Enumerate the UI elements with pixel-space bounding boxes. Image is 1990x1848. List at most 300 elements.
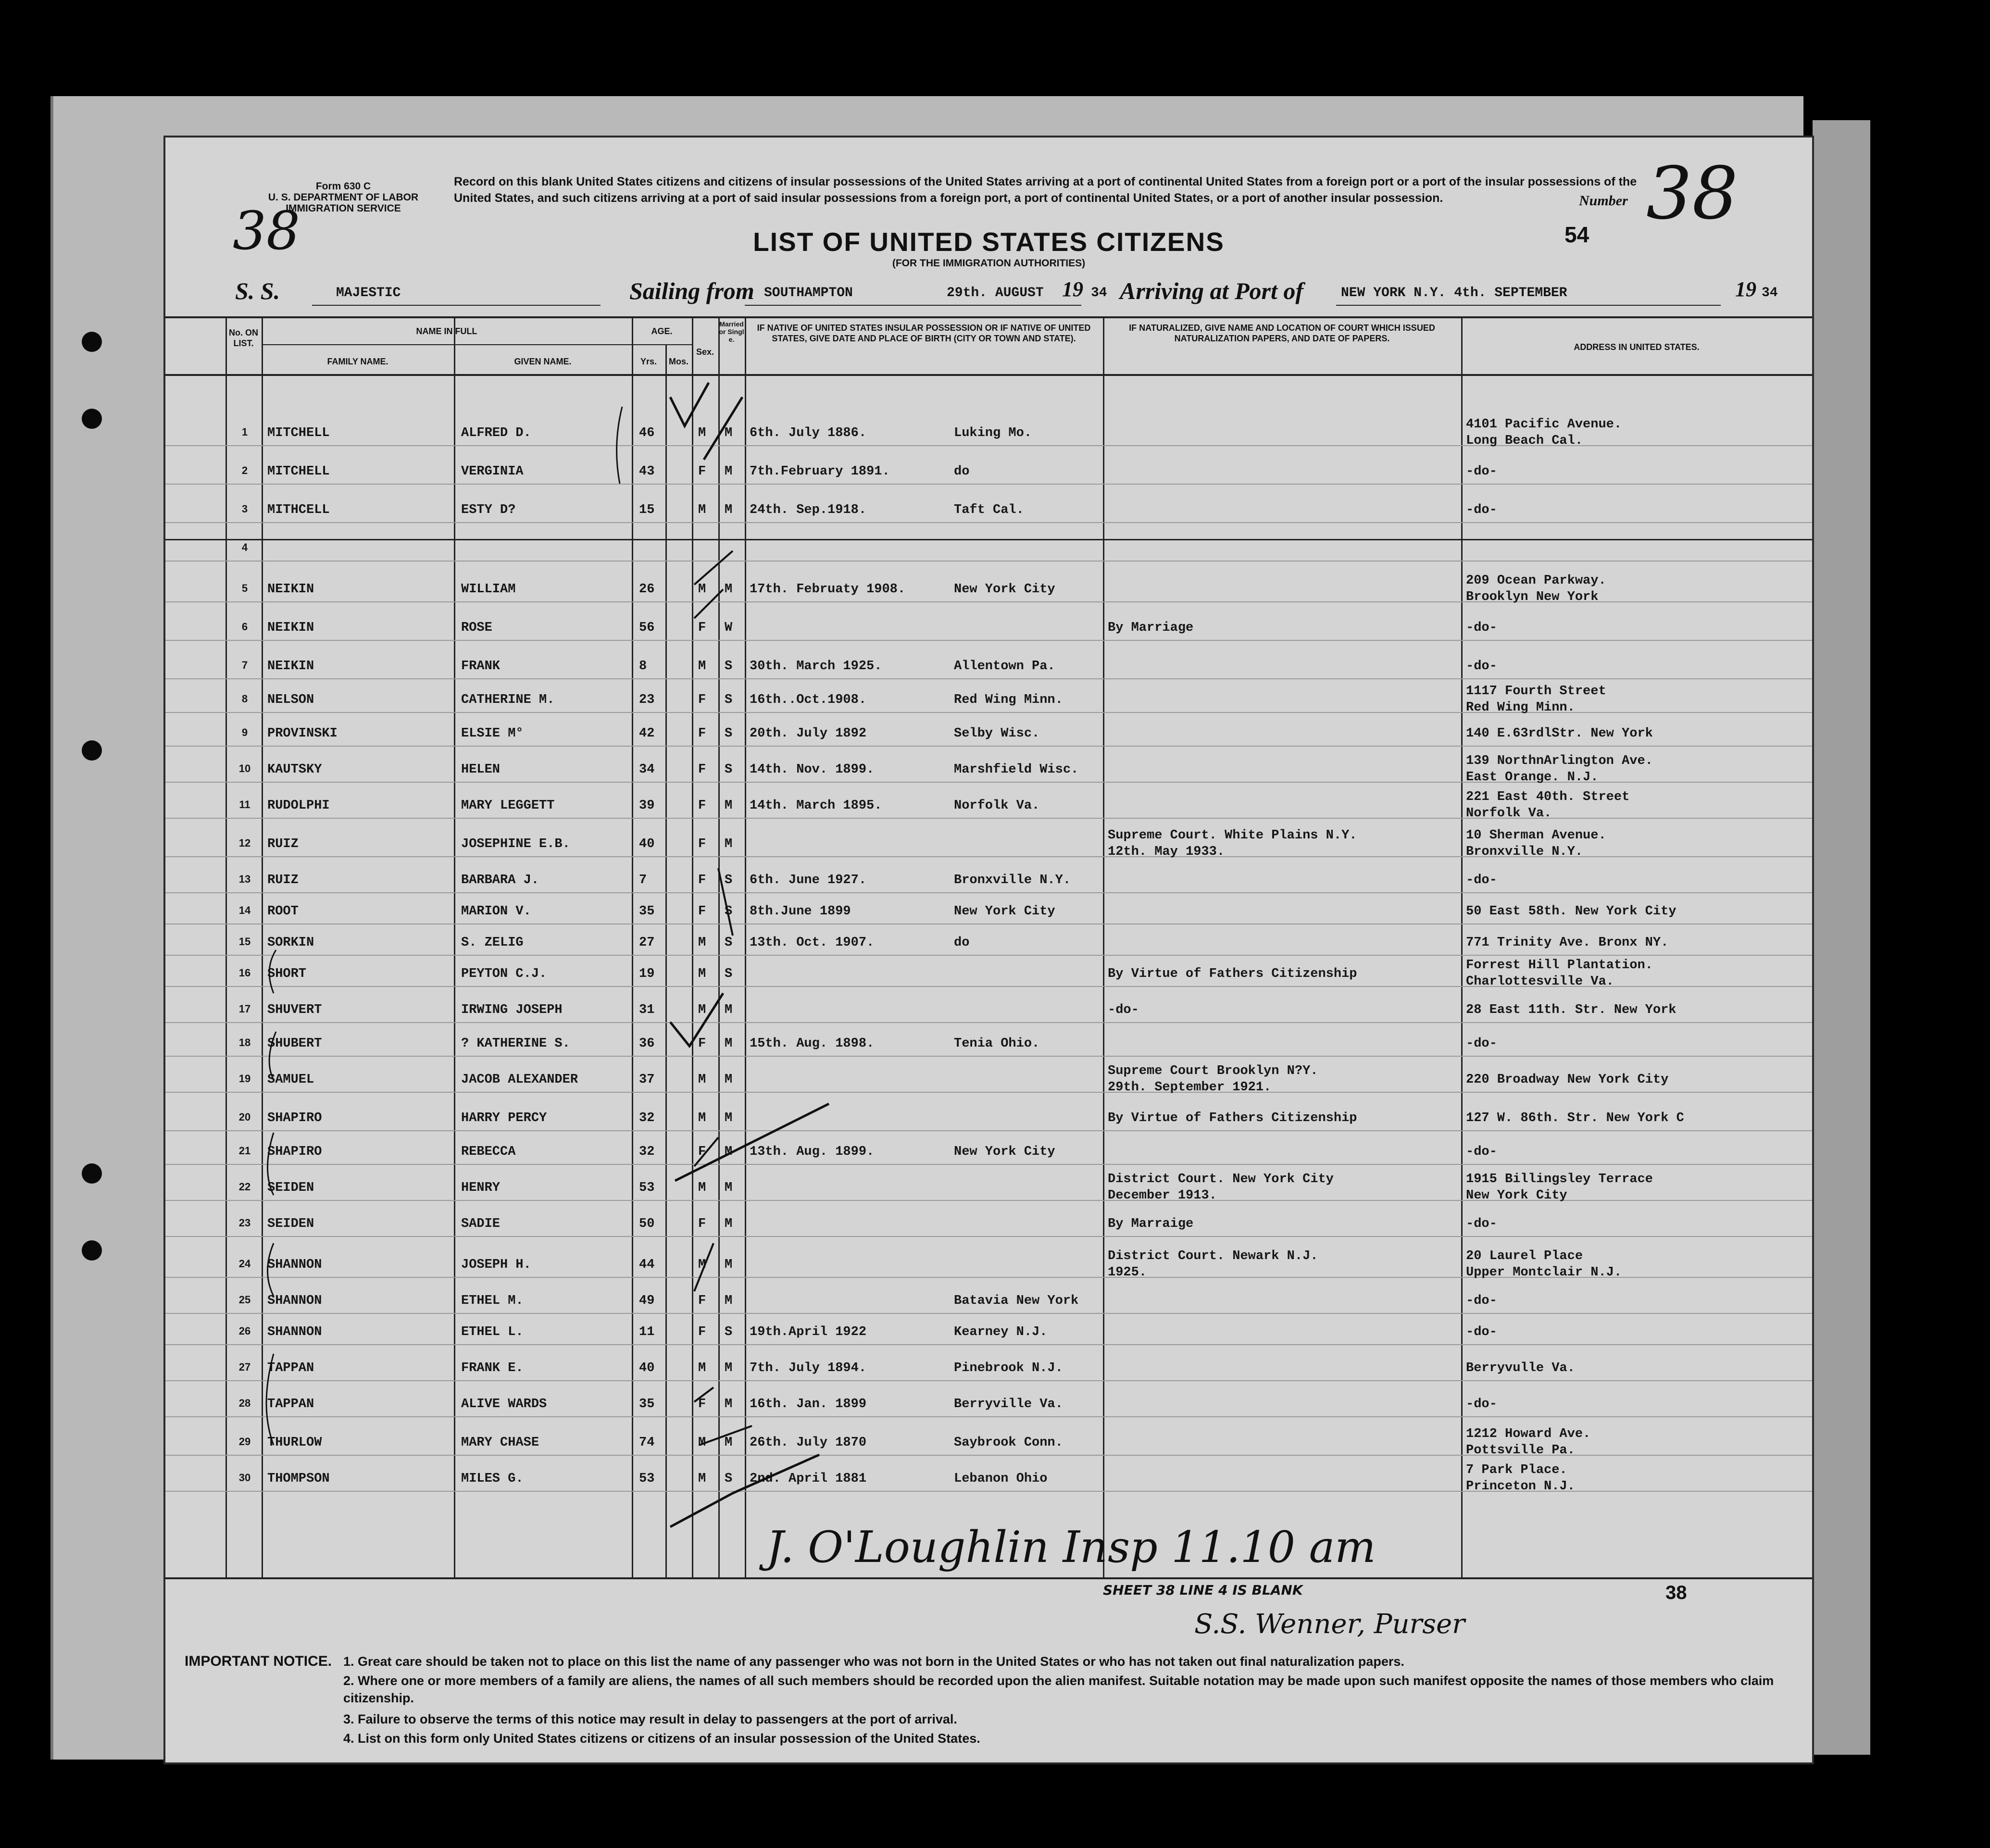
- cell-age: 39: [639, 799, 655, 813]
- cell-age: 32: [639, 1111, 655, 1125]
- handwritten-check-marks: [165, 137, 1812, 1580]
- cell-age: 37: [639, 1073, 655, 1087]
- cell-nat: By Virtue of Fathers Citizenship: [1108, 967, 1357, 981]
- cell-no: 9: [241, 726, 248, 738]
- cell-family: TAPPAN: [267, 1361, 314, 1375]
- cell-age: 36: [639, 1036, 655, 1051]
- cell-given: SADIE: [461, 1217, 501, 1231]
- cell-age: 42: [639, 726, 655, 741]
- cell-sex: M: [698, 1111, 706, 1125]
- cell-no: 21: [238, 1145, 251, 1157]
- cell-birth-date: 6th. July 1886.: [750, 426, 867, 440]
- cell-age: 27: [639, 936, 655, 950]
- cell-family: ROOT: [267, 904, 299, 919]
- sheet-note: SHEET 38 LINE 4 IS BLANK: [1103, 1582, 1303, 1598]
- cell-age: 49: [639, 1294, 655, 1308]
- punch-hole: [82, 332, 102, 352]
- cell-sex: F: [698, 799, 706, 813]
- cell-age: 32: [639, 1145, 655, 1159]
- cell-no: 4: [241, 541, 248, 553]
- cell-nat-line2: 1925.: [1108, 1265, 1147, 1280]
- cell-no: 11: [239, 799, 250, 811]
- cell-family: RUIZ: [267, 837, 299, 851]
- cell-age: 44: [639, 1258, 655, 1272]
- cell-no: 28: [238, 1397, 251, 1409]
- cell-addr: -do-: [1466, 464, 1497, 479]
- cell-addr: 20 Laurel Place: [1466, 1249, 1583, 1263]
- cell-addr-line2: Long Beach Cal.: [1466, 434, 1583, 448]
- cell-birth-place: Batavia New York: [954, 1294, 1079, 1308]
- notice-item: 1. Great care should be taken not to place on this list the name of any passenger who was not born in the United States or who has not taken out final naturalization papers.: [343, 1654, 1404, 1669]
- cell-addr-line2: Upper Montclair N.J.: [1466, 1265, 1622, 1280]
- cell-nat: District Court. Newark N.J.: [1108, 1249, 1318, 1263]
- cell-family: SHANNON: [267, 1325, 322, 1339]
- cell-addr: 221 East 40th. Street: [1466, 790, 1630, 804]
- cell-family: THURLOW: [267, 1436, 322, 1450]
- cell-birth-place: Berryville Va.: [954, 1397, 1063, 1411]
- cell-ms: S: [725, 936, 733, 950]
- cell-given: MARY LEGGETT: [461, 799, 555, 813]
- cell-sex: F: [698, 837, 706, 851]
- cell-age: 35: [639, 904, 655, 919]
- cell-no: 10: [238, 762, 251, 774]
- arrival-year-prefix: 19: [1735, 277, 1756, 301]
- cell-given: PEYTON C.J.: [461, 967, 547, 981]
- cell-ms: S: [725, 873, 733, 887]
- cell-addr-line2: Charlottesville Va.: [1466, 974, 1614, 989]
- cell-family: SEIDEN: [267, 1217, 314, 1231]
- cell-birth-date: 15th. Aug. 1898.: [750, 1036, 875, 1051]
- cell-family: TAPPAN: [267, 1397, 314, 1411]
- cell-given: ELSIE M°: [461, 726, 524, 741]
- cell-family: MITCHELL: [267, 426, 330, 440]
- cell-sex: M: [698, 582, 706, 597]
- cell-given: HELEN: [461, 762, 501, 777]
- cell-sex: F: [698, 1397, 706, 1411]
- cell-no: 16: [238, 967, 251, 979]
- cell-sex: F: [698, 1294, 706, 1308]
- cell-family: NEIKIN: [267, 621, 314, 635]
- cell-age: 40: [639, 837, 655, 851]
- cell-birth-date: 20th. July 1892: [750, 726, 867, 741]
- cell-age: 53: [639, 1181, 655, 1195]
- cell-addr: -do-: [1466, 1397, 1497, 1411]
- cell-age: 74: [639, 1436, 655, 1450]
- form-department: U. S. DEPARTMENT OF LABOR: [268, 192, 419, 203]
- cell-family: KAUTSKY: [267, 762, 322, 777]
- cell-no: 24: [238, 1258, 251, 1270]
- cell-nat: By Marriage: [1108, 621, 1194, 635]
- cell-no: 13: [238, 873, 251, 885]
- cell-family: SORKIN: [267, 936, 314, 950]
- cell-ms: M: [725, 837, 733, 851]
- cell-given: MARION V.: [461, 904, 531, 919]
- cell-ms: M: [725, 464, 733, 479]
- punch-hole: [82, 1240, 102, 1261]
- header-given-name: GIVEN NAME.: [514, 357, 572, 366]
- cell-given: ALFRED D.: [461, 426, 531, 440]
- cell-given: CATHERINE M.: [461, 693, 555, 707]
- cell-family: SHANNON: [267, 1258, 322, 1272]
- form-number: Form 630 C: [315, 181, 371, 192]
- cell-addr: -do-: [1466, 1145, 1497, 1159]
- cell-ms: M: [725, 1036, 733, 1051]
- cell-sex: F: [698, 1217, 706, 1231]
- cell-age: 46: [639, 426, 655, 440]
- cell-family: SAMUEL: [267, 1073, 314, 1087]
- footer-page-number: 38: [1665, 1582, 1687, 1603]
- cell-family: MITHCELL: [267, 503, 330, 517]
- cell-sex: M: [698, 967, 706, 981]
- cell-no: 18: [238, 1036, 251, 1049]
- cell-ms: M: [725, 426, 733, 440]
- cell-ms: M: [725, 1217, 733, 1231]
- cell-given: VERGINIA: [461, 464, 524, 479]
- cell-birth-place: Saybrook Conn.: [954, 1436, 1063, 1450]
- cell-addr: -do-: [1466, 873, 1497, 887]
- cell-no: 12: [238, 837, 251, 849]
- cell-sex: M: [698, 1472, 706, 1486]
- cell-no: 29: [238, 1436, 251, 1448]
- cell-family: SHAPIRO: [267, 1111, 322, 1125]
- cell-ms: S: [725, 1325, 733, 1339]
- cell-nat-line2: December 1913.: [1108, 1188, 1217, 1203]
- ss-label: S. S.: [235, 277, 280, 304]
- cell-sex: F: [698, 693, 706, 707]
- cell-birth-date: 16th..Oct.1908.: [750, 693, 867, 707]
- document-subtitle: (FOR THE IMMIGRATION AUTHORITIES): [892, 258, 1086, 269]
- cell-birth-date: 17th. Februaty 1908.: [750, 582, 906, 597]
- cell-ms: M: [725, 1294, 733, 1308]
- cell-birth-place: Taft Cal.: [954, 503, 1024, 517]
- cell-addr: 1212 Howard Ave.: [1466, 1427, 1591, 1441]
- header-address: ADDRESS IN UNITED STATES.: [1574, 342, 1700, 352]
- cell-given: HARRY PERCY: [461, 1111, 547, 1125]
- cell-given: MILES G.: [461, 1472, 524, 1486]
- cell-sex: M: [698, 1361, 706, 1375]
- cell-ms: S: [725, 726, 733, 741]
- notice-item: 3. Failure to observe the terms of this notice may result in delay to passengers at the port of arrival.: [343, 1712, 957, 1726]
- header-no: No. ON LIST.: [229, 328, 258, 348]
- cell-given: WILLIAM: [461, 582, 516, 597]
- cell-no: 20: [238, 1111, 251, 1123]
- cell-age: 23: [639, 693, 655, 707]
- cell-no: 5: [241, 582, 248, 594]
- cell-addr: 10 Sherman Avenue.: [1466, 828, 1606, 843]
- punch-hole: [82, 1163, 102, 1184]
- cell-no: 17: [238, 1003, 251, 1015]
- cell-sex: M: [698, 426, 706, 440]
- cell-family: SHORT: [267, 967, 307, 981]
- cell-ms: S: [725, 1472, 733, 1486]
- cell-family: SHUVERT: [267, 1003, 322, 1017]
- cell-family: RUIZ: [267, 873, 299, 887]
- record-instructions: Record on this blank United States citizens and citizens of insular possessions of the United States arriving at a port of continental United States from a foreign port or a port of the insular possessions of the United States, and such citizens arriving at a port of said insular possessions from a foreign port, a port of continental United States, or a port of another insular possession.: [454, 175, 1637, 205]
- punch-hole: [82, 409, 102, 429]
- cell-age: 35: [639, 1397, 655, 1411]
- cell-age: 40: [639, 1361, 655, 1375]
- cell-addr: 50 East 58th. New York City: [1466, 904, 1677, 919]
- cell-nat: -do-: [1108, 1003, 1139, 1017]
- cell-addr: -do-: [1466, 1217, 1497, 1231]
- cell-ms: M: [725, 1397, 733, 1411]
- cell-age: 53: [639, 1472, 655, 1486]
- cell-given: ESTY D?: [461, 503, 516, 517]
- cell-addr-line2: Bronxville N.Y.: [1466, 845, 1583, 859]
- cell-addr: Berryvulle Va.: [1466, 1361, 1575, 1375]
- cell-ms: S: [725, 693, 733, 707]
- cell-birth-place: New York City: [954, 904, 1055, 919]
- header-sex: Sex.: [696, 347, 714, 357]
- cell-sex: M: [698, 936, 706, 950]
- cell-age: 50: [639, 1217, 655, 1231]
- cell-sex: F: [698, 762, 706, 777]
- header-name-in-full: NAME IN FULL: [416, 326, 477, 336]
- cell-no: 26: [238, 1325, 251, 1337]
- cell-no: 14: [238, 904, 251, 916]
- cell-ms: S: [725, 762, 733, 777]
- cell-addr: 4101 Pacific Avenue.: [1466, 417, 1622, 432]
- cell-ms: M: [725, 1145, 733, 1159]
- inspector-signature: J. O'Loughlin Insp 11.10 am: [766, 1522, 1376, 1573]
- cell-family: MITCHELL: [267, 464, 330, 479]
- cell-addr: 1117 Fourth Street: [1466, 684, 1606, 699]
- cell-birth-date: 13th. Oct. 1907.: [750, 936, 875, 950]
- cell-addr: 127 W. 86th. Str. New York C: [1466, 1111, 1684, 1125]
- cell-given: JOSEPH H.: [461, 1258, 531, 1272]
- cell-family: PROVINSKI: [267, 726, 338, 741]
- cell-birth-date: 14th. Nov. 1899.: [750, 762, 875, 777]
- punch-hole: [82, 740, 102, 761]
- cell-birth-date: 7th.February 1891.: [750, 464, 890, 479]
- cell-ms: M: [725, 1361, 733, 1375]
- cell-birth-place: Red Wing Minn.: [954, 693, 1063, 707]
- cell-addr: 1915 Billingsley Terrace: [1466, 1172, 1653, 1186]
- cell-birth-date: 13th. Aug. 1899.: [750, 1145, 875, 1159]
- cell-given: FRANK E.: [461, 1361, 524, 1375]
- cell-ms: M: [725, 1181, 733, 1195]
- cell-no: 2: [241, 464, 248, 476]
- cell-family: THOMPSON: [267, 1472, 330, 1486]
- port-from: SOUTHAMPTON: [764, 286, 853, 300]
- cell-given: JACOB ALEXANDER: [461, 1073, 578, 1087]
- cell-birth-place: Lebanon Ohio: [954, 1472, 1048, 1486]
- cell-no: 3: [241, 503, 248, 515]
- cell-birth-date: 14th. March 1895.: [750, 799, 882, 813]
- cell-birth-date: 7th. July 1894.: [750, 1361, 867, 1375]
- cell-addr: -do-: [1466, 1036, 1497, 1051]
- cell-age: 15: [639, 503, 655, 517]
- arrival-year: 34: [1762, 286, 1778, 300]
- cell-no: 22: [238, 1181, 251, 1193]
- header-age: AGE.: [651, 326, 673, 336]
- cell-addr: 28 East 11th. Str. New York: [1466, 1003, 1677, 1017]
- sail-year: 34: [1091, 286, 1107, 300]
- form-service: IMMIGRATION SERVICE: [286, 203, 401, 214]
- cell-birth-place: Bronxville N.Y.: [954, 873, 1071, 887]
- cell-age: 8: [639, 659, 647, 674]
- manifest-form: [163, 136, 1814, 1764]
- cell-ms: W: [725, 621, 733, 635]
- cell-age: 7: [639, 873, 647, 887]
- cell-given: ? KATHERINE S.: [461, 1036, 570, 1051]
- cell-addr: -do-: [1466, 1325, 1497, 1339]
- notice-item: 4. List on this form only United States citizens or citizens of an insular possession of the United States.: [343, 1731, 980, 1746]
- cell-nat: District Court. New York City: [1108, 1172, 1334, 1186]
- cell-nat-line2: 12th. May 1933.: [1108, 845, 1225, 859]
- cell-sex: F: [698, 1036, 706, 1051]
- header-married-single: Married or Single.: [719, 320, 744, 343]
- sailing-from-label: Sailing from: [629, 277, 754, 304]
- cell-birth-place: do: [954, 464, 970, 479]
- cell-addr-line2: Brooklyn New York: [1466, 590, 1599, 604]
- cell-birth-place: New York City: [954, 582, 1055, 597]
- cell-given: ROSE: [461, 621, 492, 635]
- cell-birth-date: 6th. June 1927.: [750, 873, 867, 887]
- document-title: LIST OF UNITED STATES CITIZENS: [753, 227, 1225, 257]
- cell-ms: M: [725, 1073, 733, 1087]
- cell-sex: F: [698, 464, 706, 479]
- cell-ms: M: [725, 503, 733, 517]
- cell-ms: M: [725, 1258, 733, 1272]
- cell-addr: -do-: [1466, 621, 1497, 635]
- cell-no: 19: [238, 1073, 251, 1085]
- cell-family: SEIDEN: [267, 1181, 314, 1195]
- cell-sex: F: [698, 1325, 706, 1339]
- cell-family: SHUBERT: [267, 1036, 322, 1051]
- cell-family: RUDOLPHI: [267, 799, 330, 813]
- page-number: 54: [1564, 222, 1589, 247]
- notice-label: IMPORTANT NOTICE.: [185, 1653, 332, 1669]
- cell-addr: 209 Ocean Parkway.: [1466, 574, 1606, 588]
- cell-sex: M: [698, 1073, 706, 1087]
- cell-birth-date: 2nd. April 1881: [750, 1472, 867, 1486]
- corner-handwritten-number: 38: [233, 200, 300, 262]
- cell-birth-place: Allentown Pa.: [954, 659, 1055, 674]
- cell-ms: M: [725, 1003, 733, 1017]
- cell-no: 7: [241, 659, 248, 671]
- cell-sex: M: [698, 1436, 706, 1450]
- cell-addr-line2: Red Wing Minn.: [1466, 700, 1575, 715]
- ship-name: MAJESTIC: [336, 286, 401, 300]
- cell-sex: F: [698, 873, 706, 887]
- arriving-label: Arriving at Port of: [1120, 277, 1303, 304]
- cell-ms: S: [725, 967, 733, 981]
- cell-birth-date: 24th. Sep.1918.: [750, 503, 867, 517]
- cell-given: ALIVE WARDS: [461, 1397, 547, 1411]
- cell-addr: 7 Park Place.: [1466, 1463, 1567, 1477]
- cell-birth-date: 30th. March 1925.: [750, 659, 882, 674]
- cell-given: HENRY: [461, 1181, 501, 1195]
- cell-nat: By Virtue of Fathers Citizenship: [1108, 1111, 1357, 1125]
- cell-given: BARBARA J.: [461, 873, 539, 887]
- cell-nat: By Marraige: [1108, 1217, 1194, 1231]
- cell-age: 56: [639, 621, 655, 635]
- cell-birth-place: Kearney N.J.: [954, 1325, 1048, 1339]
- cell-given: FRANK: [461, 659, 501, 674]
- cell-sex: M: [698, 659, 706, 674]
- cell-no: 15: [238, 936, 251, 948]
- cell-birth-place: Marshfield Wisc.: [954, 762, 1079, 777]
- cell-addr-line2: East Orange. N.J.: [1466, 770, 1599, 785]
- header-family-name: FAMILY NAME.: [327, 357, 388, 366]
- cell-birth-date: 19th.April 1922: [750, 1325, 867, 1339]
- cell-family: SHANNON: [267, 1294, 322, 1308]
- cell-birth-place: Norfolk Va.: [954, 799, 1040, 813]
- cell-addr: Forrest Hill Plantation.: [1466, 958, 1653, 973]
- cell-nat: Supreme Court Brooklyn N?Y.: [1108, 1064, 1318, 1078]
- cell-addr: 220 Broadway New York City: [1466, 1073, 1669, 1087]
- cell-no: 6: [241, 621, 248, 633]
- cell-family: NELSON: [267, 693, 314, 707]
- cell-sex: F: [698, 904, 706, 919]
- cell-sex: F: [698, 726, 706, 741]
- purser-signature: S.S. Wenner, Purser: [1194, 1609, 1465, 1640]
- cell-birth-date: 8th.June 1899: [750, 904, 851, 919]
- header-birth: IF NATIVE OF UNITED STATES INSULAR POSSESSION OR IF NATIVE OF UNITED STATES, GIVE DATE AND PLACE OF BIRTH (CITY OR TOWN AND STATE).: [757, 323, 1091, 343]
- cell-addr: 139 NorthnArlington Ave.: [1466, 754, 1653, 768]
- cell-addr-line2: New York City: [1466, 1188, 1567, 1203]
- cell-age: 11: [639, 1325, 655, 1339]
- cell-addr: -do-: [1466, 1294, 1497, 1308]
- cell-ms: M: [725, 1436, 733, 1450]
- port-to: NEW YORK N.Y. 4th. SEPTEMBER: [1341, 286, 1567, 300]
- cell-given: JOSEPHINE E.B.: [461, 837, 570, 851]
- cell-ms: M: [725, 799, 733, 813]
- header-yrs: Yrs.: [640, 357, 657, 366]
- cell-sex: F: [698, 621, 706, 635]
- cell-age: 34: [639, 762, 655, 777]
- cell-age: 31: [639, 1003, 655, 1017]
- cell-given: ETHEL L.: [461, 1325, 524, 1339]
- number-label: Number: [1579, 193, 1628, 209]
- cell-birth-date: 26th. July 1870: [750, 1436, 867, 1450]
- cell-age: 43: [639, 464, 655, 479]
- cell-birth-place: Selby Wisc.: [954, 726, 1040, 741]
- cell-family: NEIKIN: [267, 659, 314, 674]
- notice-item: 2. Where one or more members of a family are aliens, the names of all such members should be recorded upon the alien manifest. Suitable notation may be made upon such manifest opposite the names of those members who claim citizenship.: [343, 1673, 1774, 1705]
- cell-addr-line2: Norfolk Va.: [1466, 806, 1552, 821]
- cell-age: 26: [639, 582, 655, 597]
- cell-nat-line2: 29th. September 1921.: [1108, 1080, 1272, 1095]
- cell-no: 1: [241, 426, 248, 438]
- cell-nat: Supreme Court. White Plains N.Y.: [1108, 828, 1357, 843]
- cell-sex: M: [698, 1258, 706, 1272]
- cell-age: 19: [639, 967, 655, 981]
- cell-given: REBECCA: [461, 1145, 516, 1159]
- cell-sex: F: [698, 1145, 706, 1159]
- header-mos: Mos.: [668, 357, 688, 366]
- cell-birth-date: 16th. Jan. 1899: [750, 1397, 867, 1411]
- cell-addr: -do-: [1466, 659, 1497, 674]
- cell-ms: M: [725, 1111, 733, 1125]
- cell-no: 27: [238, 1361, 251, 1373]
- cell-addr: 771 Trinity Ave. Bronx NY.: [1466, 936, 1669, 950]
- paper-stack-edge: [1813, 120, 1870, 1755]
- cell-birth-place: Luking Mo.: [954, 426, 1032, 440]
- cell-given: MARY CHASE: [461, 1436, 539, 1450]
- cell-addr-line2: Pottsville Pa.: [1466, 1443, 1575, 1458]
- cell-family: SHAPIRO: [267, 1145, 322, 1159]
- cell-no: 8: [241, 693, 248, 705]
- sail-date: 29th. AUGUST: [947, 286, 1044, 300]
- header-naturalized: IF NATURALIZED, GIVE NAME AND LOCATION OF COURT WHICH ISSUED NATURALIZATION PAPERS, AND DATE OF PAPERS.: [1129, 323, 1435, 343]
- list-number: 38: [1646, 152, 1738, 236]
- cell-no: 25: [238, 1294, 251, 1306]
- cell-birth-place: Pinebrook N.J.: [954, 1361, 1063, 1375]
- sail-year-prefix: 19: [1062, 277, 1083, 301]
- cell-ms: M: [725, 582, 733, 597]
